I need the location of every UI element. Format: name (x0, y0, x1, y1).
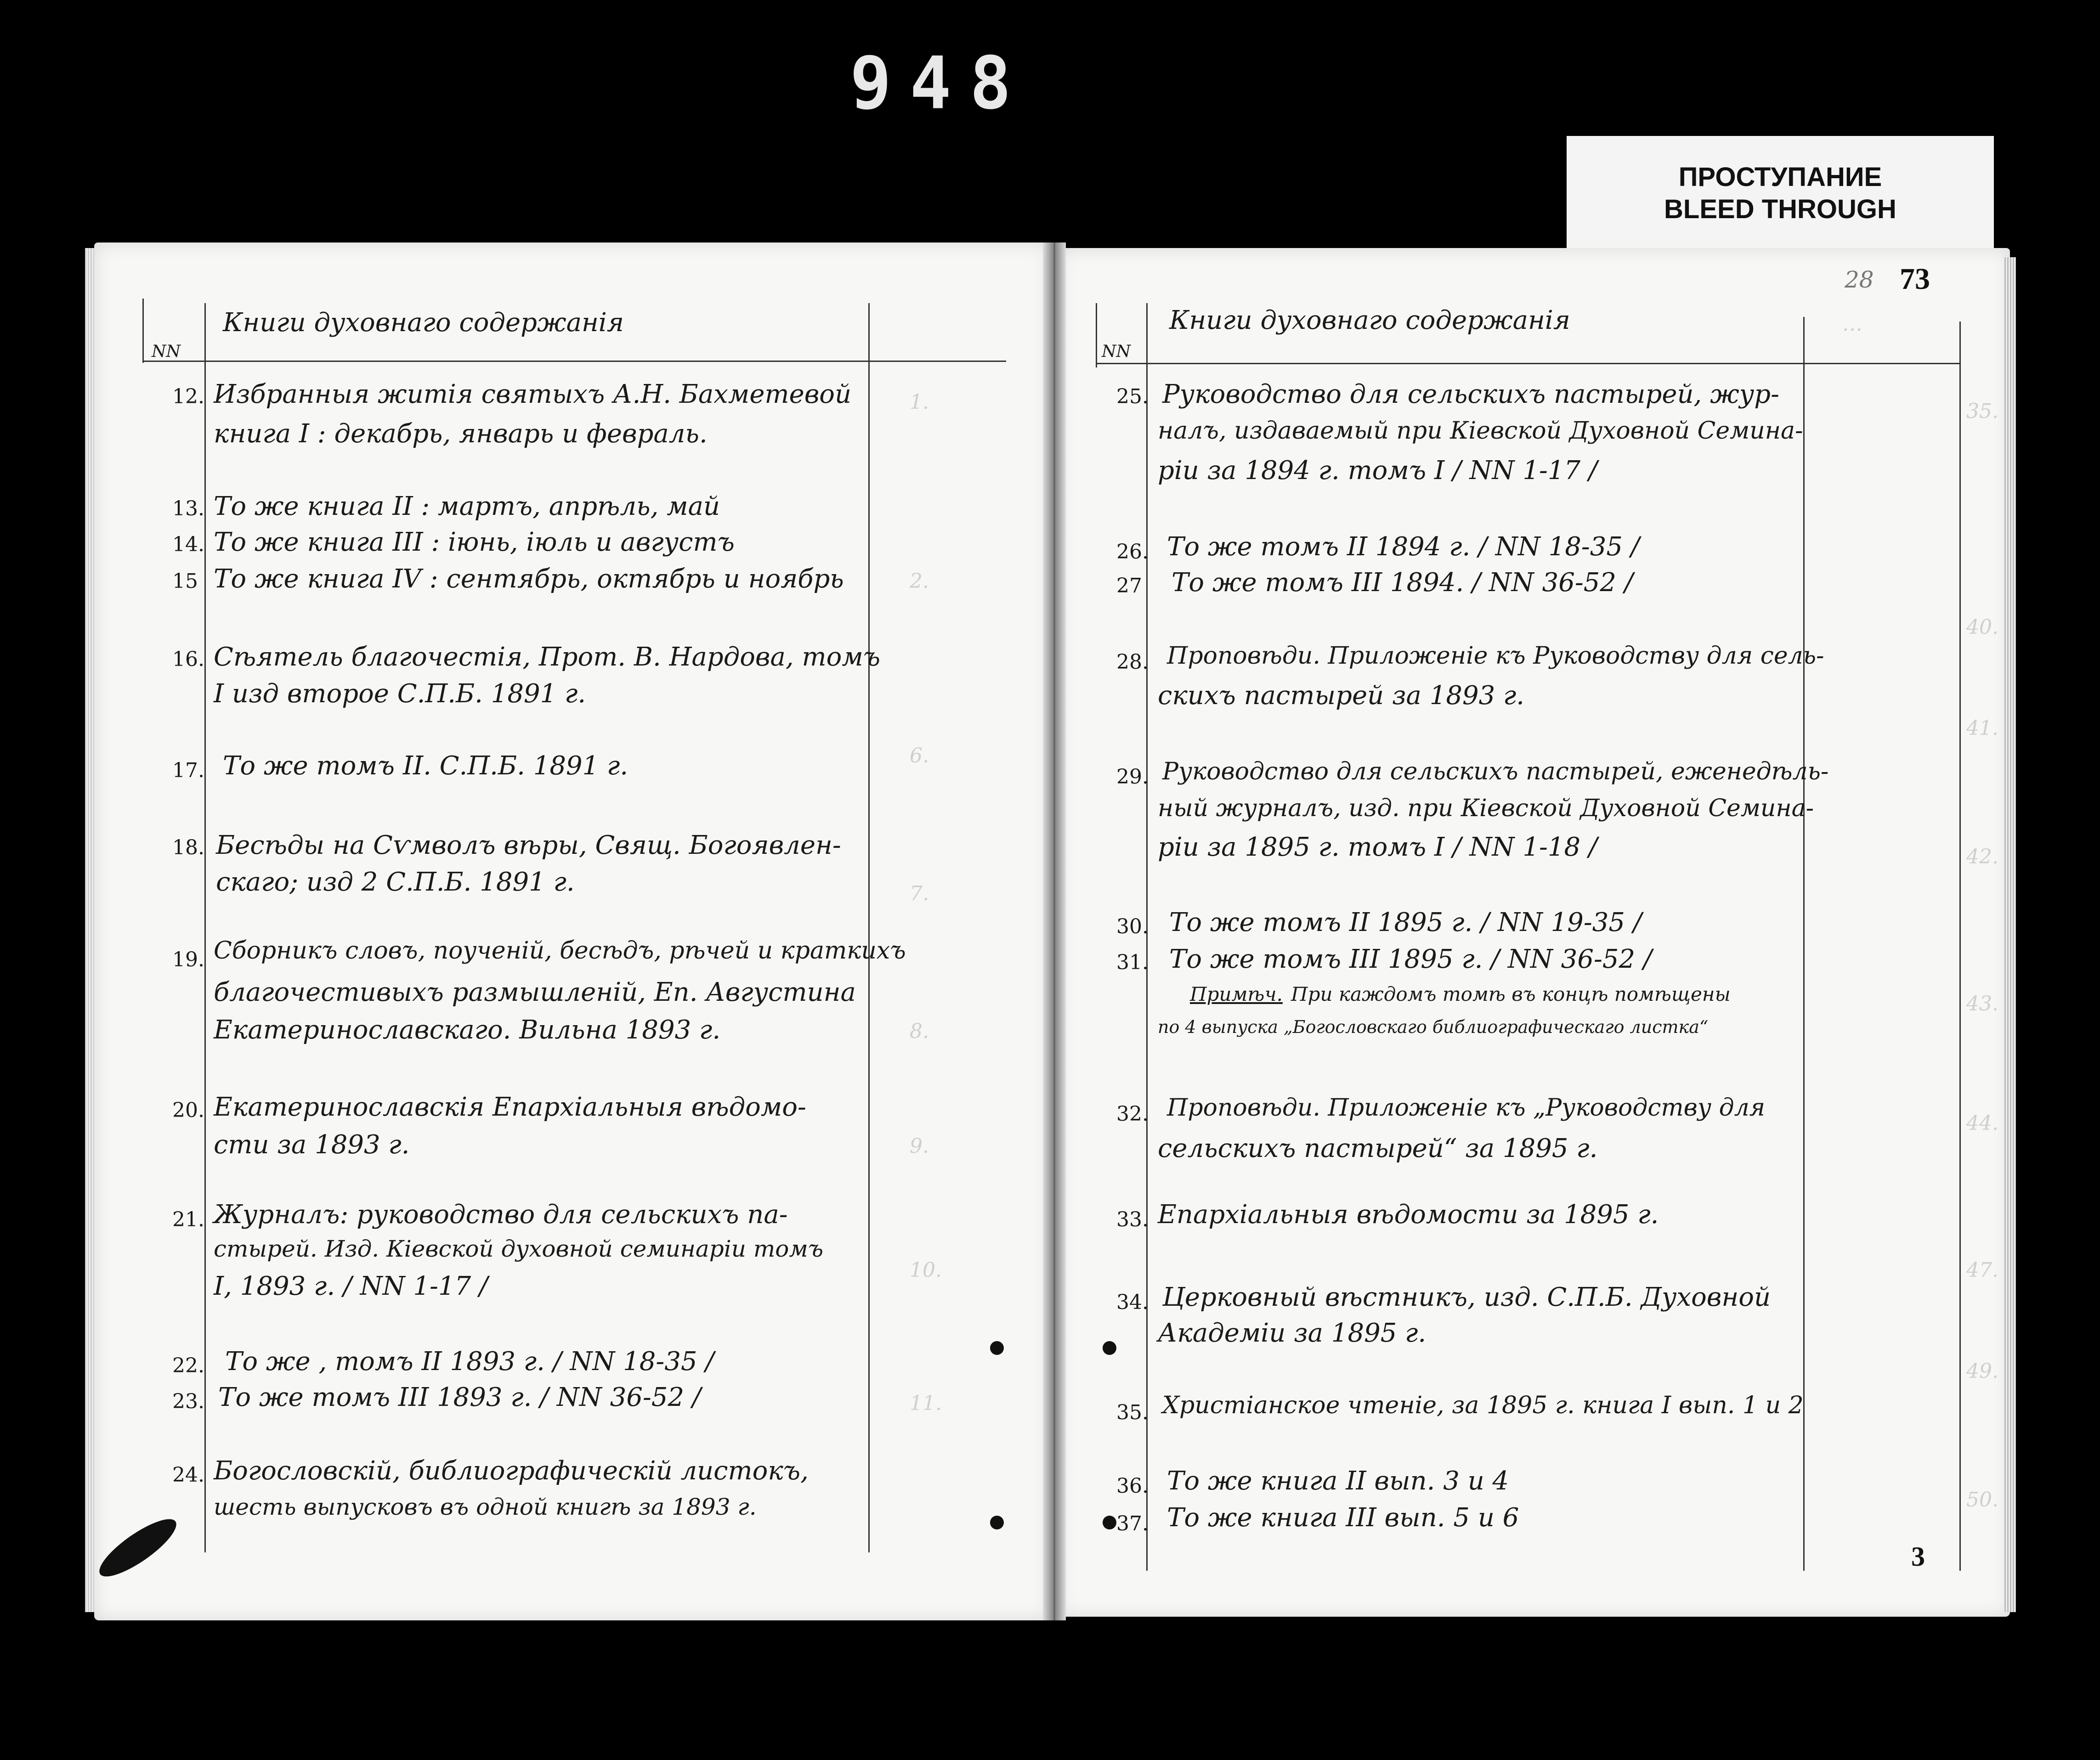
right-entry-line: сельскихъ пастырей“ за 1895 г. (1158, 1134, 1598, 1163)
left-entry-line: Журналъ: руководство для сельскихъ па- (214, 1200, 788, 1230)
right-entry-number: 32. (1116, 1102, 1149, 1126)
frame-number: 948 (850, 41, 1030, 126)
left-ghost-text: 8. (910, 1020, 929, 1043)
left-entry-line: То же томъ II. С.П.Б. 1891 г. (223, 751, 628, 781)
left-entry-line: благочестивыхъ размышленій, Еп. Августина (214, 977, 856, 1007)
right-ghost-text: 43. (1966, 992, 1998, 1015)
left-entry-line: Богословскій, библиографическій листокъ, (214, 1456, 809, 1486)
left-page (94, 243, 1050, 1620)
left-ghost-text: 10. (910, 1258, 942, 1282)
left-entry-line: скаго; изд 2 С.П.Б. 1891 г. (216, 867, 575, 897)
left-entry-line: То же , томъ II 1893 г. / NN 18-35 / (225, 1347, 714, 1376)
right-ghost-text: 41. (1966, 716, 1998, 740)
right-entry-line: То же томъ II 1895 г. / NN 19-35 / (1169, 908, 1642, 937)
right-ghost-text: 35. (1966, 400, 1998, 423)
left-entry-number: 14. (172, 533, 204, 556)
right-entry-number: 29. (1116, 765, 1149, 789)
right-entry-number: 27 (1116, 574, 1142, 598)
left-entry-line: Избранныя житія святыхъ А.Н. Бахметевой (214, 379, 852, 409)
right-entry-number: 34. (1116, 1291, 1149, 1314)
left-header-nn: NN (152, 342, 181, 361)
left-ghost-text: 2. (910, 570, 929, 593)
left-entry-number: 13. (172, 497, 204, 520)
left-ghost-text: 11. (910, 1392, 942, 1415)
right-ghost-text: 42. (1966, 845, 1998, 869)
left-header-rule (142, 361, 1006, 362)
left-entry-number: 15 (172, 570, 198, 593)
binding-hole (1103, 1341, 1116, 1355)
left-entry-line: То же книга III : іюнь, іюль и августъ (214, 527, 735, 557)
left-entry-number: 20. (172, 1099, 204, 1122)
right-entry-number: 30. (1116, 915, 1149, 938)
right-entry-line: Церковный вѣстникъ, изд. С.П.Б. Духовной (1162, 1282, 1771, 1312)
left-entry-number: 24. (172, 1463, 204, 1487)
right-entry-number: 35. (1116, 1401, 1149, 1424)
left-entry-line: сти за 1893 г. (214, 1130, 410, 1160)
right-entry-line: Христіанское чтеніе, за 1895 г. книга I вып. 1 и 2 (1162, 1392, 1804, 1419)
right-entry-line: То же книга III вып. 5 и 6 (1167, 1503, 1519, 1533)
right-entry-number: 28. (1116, 650, 1149, 674)
left-entry-line: Екатеринославскія Епархіальныя вѣдомо- (214, 1092, 806, 1122)
binding-hole (1103, 1516, 1116, 1529)
bleed-label-ru: ПРОСТУПАНИЕ (1678, 162, 1882, 192)
right-header-nn: NN (1102, 342, 1131, 361)
left-ghost-text: 6. (910, 744, 929, 767)
right-entry-line: скихъ пастырей за 1893 г. (1158, 681, 1525, 711)
right-ghost-text: 47. (1966, 1258, 1998, 1282)
note-line: по 4 выпуска „Богословскаго библиографическаго листка“ (1158, 1017, 1709, 1037)
right-entry-line: Проповѣди. Приложеніе къ „Руководству для (1167, 1094, 1766, 1122)
right-header-rule (1096, 363, 1959, 364)
book-spine (1043, 243, 1066, 1620)
left-entry-line: Екатеринославскаго. Вильна 1893 г. (214, 1015, 721, 1045)
left-entry-number: 17. (172, 759, 204, 782)
right-ghost-text: 50. (1966, 1488, 1998, 1512)
right-entry-number: 33. (1116, 1208, 1149, 1231)
right-page-edges (2003, 257, 2016, 1612)
left-entry-line: То же книга IV : сентябрь, октябрь и ноябрь (214, 564, 844, 594)
left-entry-line: Сборникъ словъ, поученій, бесѣдъ, рѣчей и краткихъ (214, 937, 906, 965)
binding-hole (990, 1516, 1004, 1529)
left-entry-number: 23. (172, 1390, 204, 1413)
right-entry-number: 25. (1116, 385, 1149, 408)
note-label: Примѣч. (1190, 983, 1283, 1005)
right-entry-line: ный журналъ, изд. при Кіевской Духовной Семина- (1158, 795, 1814, 822)
bleed-through-label (1567, 136, 1994, 251)
right-entry-number: 31. (1116, 951, 1149, 974)
left-right-column-rule (868, 303, 870, 1552)
left-entry-line: То же книга II : мартъ, апрѣль, май (214, 491, 720, 521)
left-entry-line: шесть выпусковъ въ одной книгѣ за 1893 г. (214, 1494, 757, 1520)
right-entry-line: То же томъ III 1895 г. / NN 36-52 / (1169, 944, 1652, 974)
left-number-column-rule (204, 303, 206, 1552)
right-entry-line: Проповѣди. Приложеніе къ Руководству для сель- (1167, 642, 1824, 670)
left-entry-number: 19. (172, 948, 204, 971)
left-entry-number: 21. (172, 1208, 204, 1231)
right-right-column-rule (1803, 317, 1805, 1571)
left-entry-number: 18. (172, 836, 204, 859)
left-entry-line: Сѣятель благочестія, Прот. В. Нардова, томъ (214, 642, 881, 672)
right-outer-rule (1959, 322, 1961, 1571)
left-entry-line: Бесѣды на Сѵмволъ вѣры, Свящ. Богоявлен- (216, 830, 841, 860)
right-entry-number: 26. (1116, 540, 1149, 564)
right-entry-line: То же книга II вып. 3 и 4 (1167, 1466, 1509, 1496)
right-entry-line: ріи за 1895 г. томъ I / NN 1-18 / (1158, 832, 1597, 862)
right-entry-line: Руководство для сельскихъ пастырей, еженедѣль- (1162, 758, 1829, 785)
right-entry-line: Руководство для сельскихъ пастырей, жур- (1162, 379, 1780, 409)
binding-hole (990, 1341, 1004, 1355)
left-entry-number: 16. (172, 648, 204, 671)
right-entry-line: налъ, издаваемый при Кіевской Духовной Семина- (1158, 417, 1803, 445)
right-entry-number: 36. (1116, 1474, 1149, 1498)
right-header-title: Книги духовнаго содержанія (1169, 305, 1570, 335)
left-ghost-text: 7. (910, 882, 929, 905)
left-ghost-text: 1. (910, 390, 929, 414)
bleed-label-en: BLEED THROUGH (1664, 194, 1896, 224)
right-entry-line: То же томъ III 1894. / NN 36-52 / (1172, 568, 1633, 598)
page-number-bottom: 3 (1911, 1541, 1925, 1572)
right-ghost-text: 44. (1966, 1111, 1998, 1135)
pencil-folio-number: 28 (1845, 266, 1874, 293)
right-ghost-text: … (1842, 312, 1862, 336)
left-entry-line: стырей. Изд. Кіевской духовной семинаріи томъ (214, 1235, 824, 1262)
note-line: При каждомъ томѣ въ концѣ помѣщены (1291, 983, 1731, 1005)
left-entry-line: книга I : декабрь, январь и февраль. (214, 419, 708, 449)
left-ghost-text: 9. (910, 1134, 929, 1158)
left-entry-number: 12. (172, 385, 204, 408)
left-margin-rule (142, 299, 144, 363)
right-ghost-text: 49. (1966, 1359, 1998, 1383)
left-entry-line: I изд второе С.П.Б. 1891 г. (214, 679, 586, 709)
left-header-title: Книги духовнаго содержанія (223, 308, 624, 338)
right-entry-line: ріи за 1894 г. томъ I / NN 1-17 / (1158, 456, 1597, 485)
right-entry-line: То же томъ II 1894 г. / NN 18-35 / (1167, 532, 1640, 562)
left-entry-line: То же томъ III 1893 г. / NN 36-52 / (218, 1382, 701, 1412)
page-number-top: 73 (1900, 262, 1930, 296)
left-entry-line: I, 1893 г. / NN 1-17 / (214, 1271, 488, 1301)
right-margin-rule (1096, 303, 1097, 367)
right-ghost-text: 40. (1966, 615, 1998, 639)
right-entry-line: Епархіальныя вѣдомости за 1895 г. (1158, 1200, 1659, 1230)
left-entry-number: 22. (172, 1354, 204, 1377)
right-entry-line: Академіи за 1895 г. (1158, 1318, 1426, 1348)
right-entry-number: 37. (1116, 1512, 1149, 1535)
